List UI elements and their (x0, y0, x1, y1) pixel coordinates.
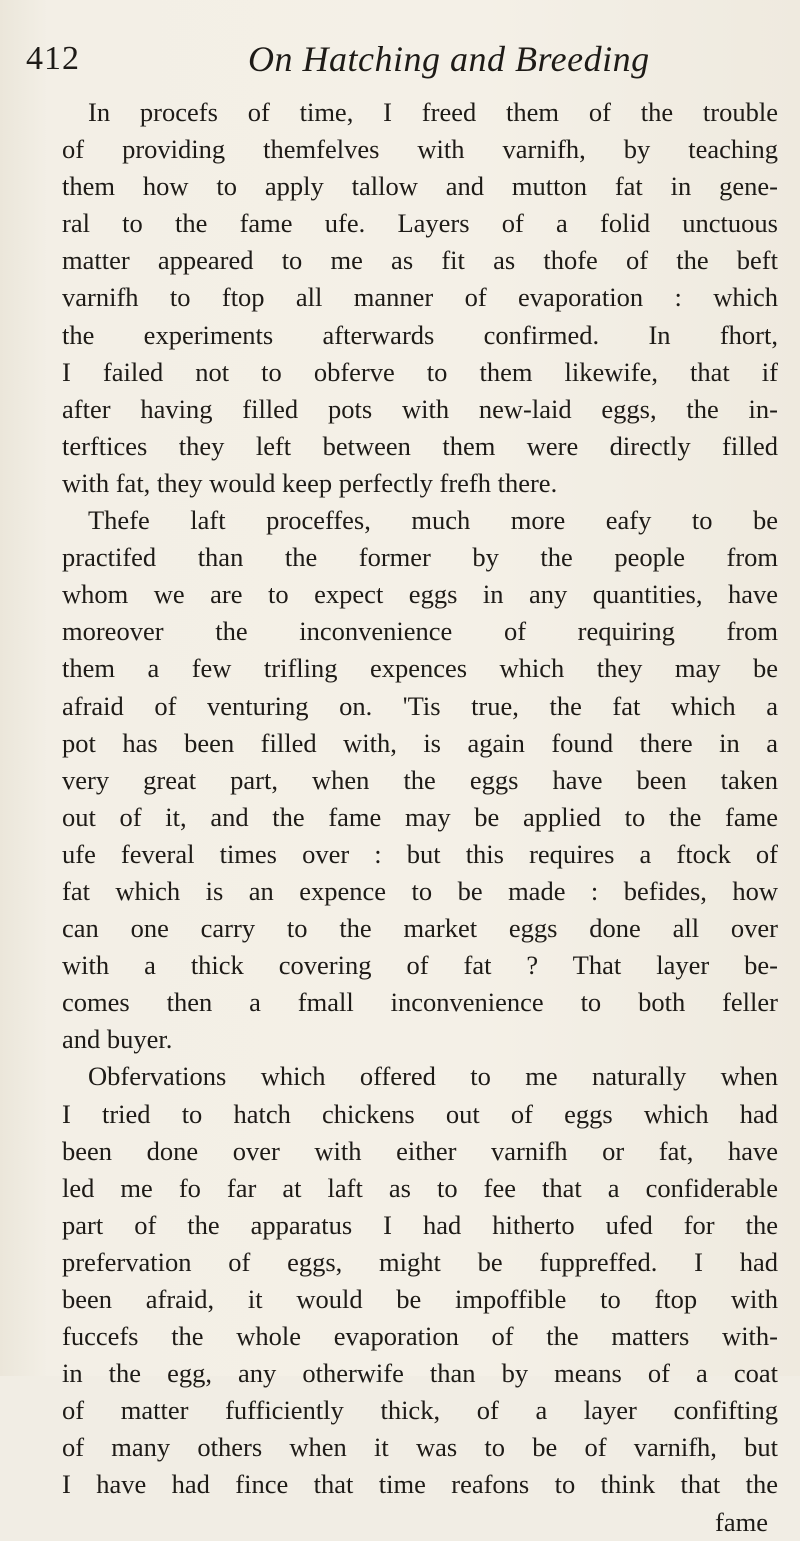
text-line: fat which is an expence to be made : befides, how (62, 875, 778, 906)
text-line: out of it, and the fame may be applied to the fame (62, 801, 778, 832)
text-line: afraid of venturing on. 'Tis true, the fat which a (62, 690, 778, 721)
text-line: prefervation of eggs, might be fuppreffed. I had (62, 1246, 778, 1277)
text-line: part of the apparatus I had hitherto ufed for the (62, 1209, 778, 1240)
text-line: pot has been filled with, is again found there in a (62, 727, 778, 758)
text-line: of providing themfelves with varnifh, by teaching (62, 134, 778, 165)
text-line: can one carry to the market eggs done all over (62, 913, 778, 944)
text-line: ral to the fame ufe. Layers of a folid unctuous (62, 208, 778, 239)
text-line: in the egg, any otherwife than by means of a coat (62, 1358, 778, 1389)
text-line: Obfervations which offered to me naturally when (88, 1061, 778, 1092)
text-line: been done over with either varnifh or fat, have (62, 1135, 778, 1166)
text-line: Thefe laft proceffes, much more eafy to be (88, 505, 778, 536)
running-head: On Hatching and Breeding (248, 39, 650, 79)
page-number: 412 (26, 40, 80, 77)
text-line: and buyer. (62, 1024, 173, 1055)
text-line: practifed than the former by the people from (62, 542, 778, 573)
body-text (62, 94, 778, 1541)
text-line: I failed not to obferve to them likewife, that if (62, 356, 778, 387)
text-line: comes then a fmall inconvenience to both feller (62, 987, 778, 1018)
text-line: I tried to hatch chickens out of eggs which had (62, 1098, 778, 1129)
text-line: whom we are to expect eggs in any quantities, have (62, 579, 778, 610)
text-line: terftices they left between them were directly filled (62, 430, 778, 461)
text-line: matter appeared to me as fit as thofe of the beft (62, 245, 778, 276)
text-line: moreover the inconvenience of requiring from (62, 616, 778, 647)
text-line: led me fo far at laft as to fee that a confiderable (62, 1172, 778, 1203)
text-line: In procefs of time, I freed them of the trouble (88, 97, 778, 127)
text-line: them how to apply tallow and mutton fat in gene- (62, 171, 778, 202)
text-line: of matter fufficiently thick, of a layer confifting (62, 1395, 778, 1426)
text-line: the experiments afterwards confirmed. In fhort, (62, 319, 778, 350)
text-line: with a thick covering of fat ? That layer be- (62, 950, 778, 981)
text-line: been afraid, it would be impoffible to ftop with (62, 1284, 778, 1314)
text-line: ufe feveral times over : but this requires a ftock of (62, 838, 778, 869)
page-header (0, 38, 800, 88)
text-line: I have had fince that time reafons to think that the (62, 1469, 778, 1500)
text-line: very great part, when the eggs have been taken (62, 764, 778, 795)
text-line: after having filled pots with new-laid eggs, the in- (62, 393, 778, 424)
text-line: them a few trifling expences which they may be (62, 653, 778, 684)
text-line: of many others when it was to be of varnifh, but (62, 1432, 778, 1463)
text-line: varnifh to ftop all manner of evaporation : which (62, 282, 778, 313)
text-line: fuccefs the whole evaporation of the matters with- (62, 1321, 778, 1352)
catchword: fame (715, 1506, 768, 1537)
text-line: with fat, they would keep perfectly frefh there. (62, 467, 558, 498)
